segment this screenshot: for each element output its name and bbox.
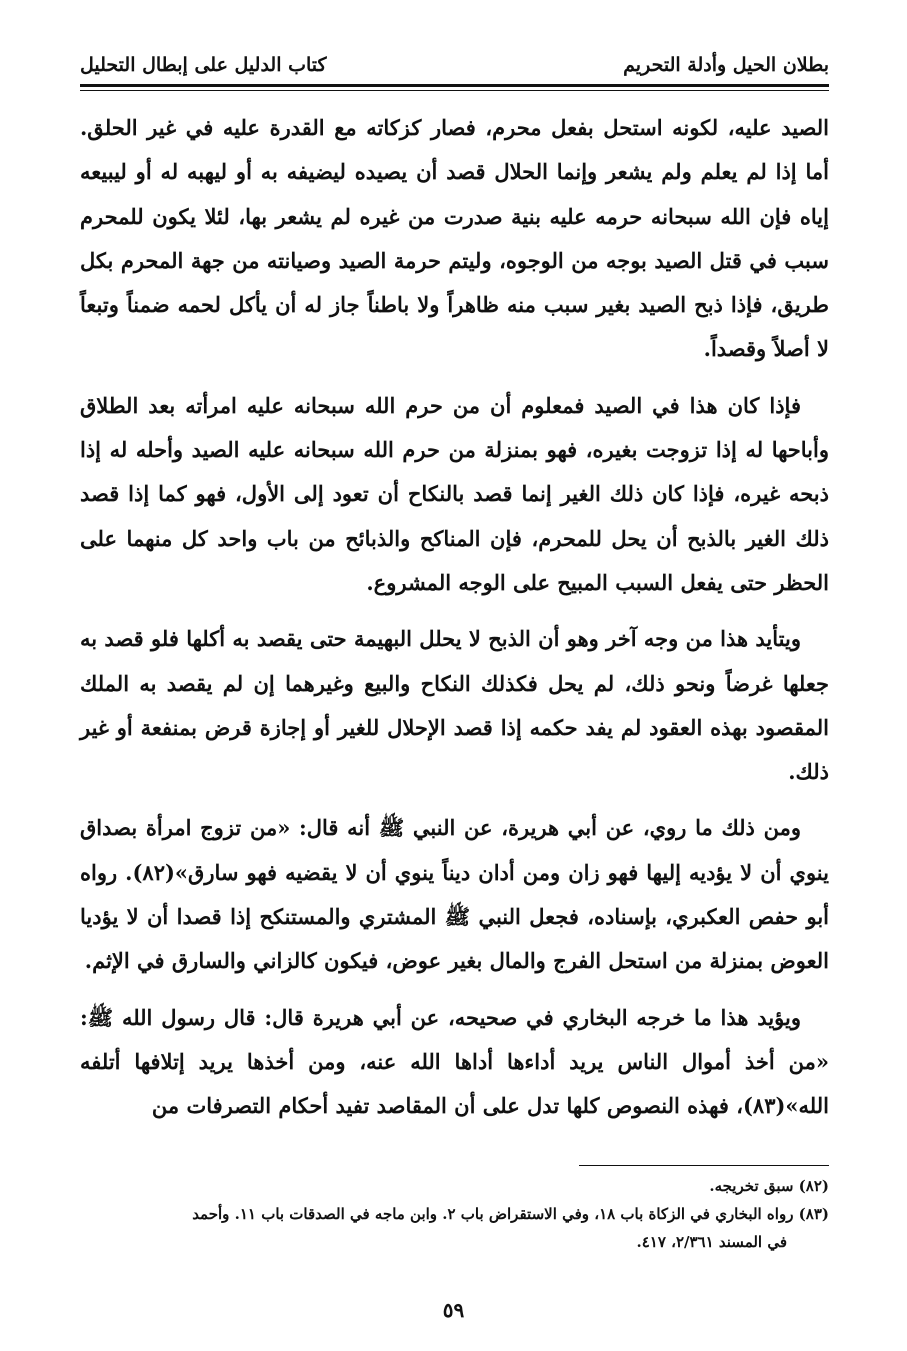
header-thin-rule (80, 90, 829, 91)
paragraph: فإذا كان هذا في الصيد فمعلوم أن من حرم الله سبحانه عليه امرأته بعد الطلاق وأباحها له إذا تزوجت بغيره، فهو بمنزلة من حرم الله سبحانه عليه الصيد وأحله له إذا ذبحه غيره، فإذا كان ذلك الغير إنما قصد بالنكاح أن تعود إلى الأول، فهو كما إذا قصد ذلك الغير بالذبح أن يحل للمحرم، فإن المناكح والذبائح من باب واحد كل منهما على الحظر حتى يفعل السبب المبيح على الوجه المشروع. (80, 392, 829, 595)
footnote-83: (٨٣) رواه البخاري في الزكاة باب ١٨، وفي الاستقراض باب ٢. وابن ماجه في الصدقات باب ١١. وأحمد (192, 1205, 829, 1223)
footnotes (80, 1172, 829, 1256)
paragraph: ويؤيد هذا ما خرجه البخاري في صحيحه، عن أبي هريرة قال: قال رسول الله ﷺ: «من أخذ أموال الناس يريد أداءها أداها الله عنه، ومن أخذها يريد إتلافها أتلفه الله»(٨٣)، فهذه النصوص كلها تدل على أن المقاصد تفيد أحكام التصرفات من (80, 1004, 829, 1119)
footnote-83-continued: في المسند ٢/٣٦١، ٤١٧. (636, 1233, 787, 1251)
footnote-82: (٨٢) سبق تخريجه. (709, 1177, 829, 1195)
main-text (80, 106, 829, 1141)
header-thick-rule (80, 84, 829, 87)
page-number: ٥٩ (442, 1298, 465, 1322)
paragraph: ومن ذلك ما روي، عن أبي هريرة، عن النبي ﷺ أنه قال: «من تزوج امرأة بصداق ينوي أن لا يؤديه إليها فهو زان ومن أدان ديناً ينوي أن لا يقضيه فهو سارق»(٨٢). رواه أبو حفص العكبري، بإسناده، فجعل النبي ﷺ المشتري والمستنكح إذا قصدا أن لا يؤديا العوض بمنزلة من استحل الفرج والمال بغير عوض، فيكون كالزاني والسارق في الإثم. (80, 815, 829, 974)
paragraph: ويتأيد هذا من وجه آخر وهو أن الذبح لا يحلل البهيمة حتى يقصد به أكلها فلو قصد به جعلها غرضاً ونحو ذلك، لم يحل فكذلك النكاح والبيع وغيرهما إن لم يقصد به الملك المقصود بهذه العقود لم يفد حكمه إذا قصد الإحلال للغير أو إجازة قرض بمنفعة أو غير ذلك. (80, 626, 829, 785)
footnote-rule (579, 1165, 829, 1166)
header-chapter-title: بطلان الحيل وأدلة التحريم (623, 54, 829, 76)
header-book-title: كتاب الدليل على إبطال التحليل (80, 54, 327, 76)
paragraph: الصيد عليه، لكونه استحل بفعل محرم، فصار كزكاته مع القدرة عليه في غير الحلق. أما إذا لم يعلم ولم يشعر وإنما الحلال قصد أن يصيده ليضيفه به أو ليهبه له أو ليبيعه إياه فإن الله سبحانه حرمه عليه بنية صدرت من غيره لم يشعر بها، لئلا يكون للمحرم سبب في قتل الصيد بوجه من الوجوه، وليتم حرمة الصيد وصيانته من جهة المحرم بكل طريق، فإذا ذبح الصيد بغير سبب منه ظاهراً ولا باطناً جاز له أن يأكل لحمه ضمناً وتبعاً لا أصلاً وقصداً. (80, 115, 829, 362)
